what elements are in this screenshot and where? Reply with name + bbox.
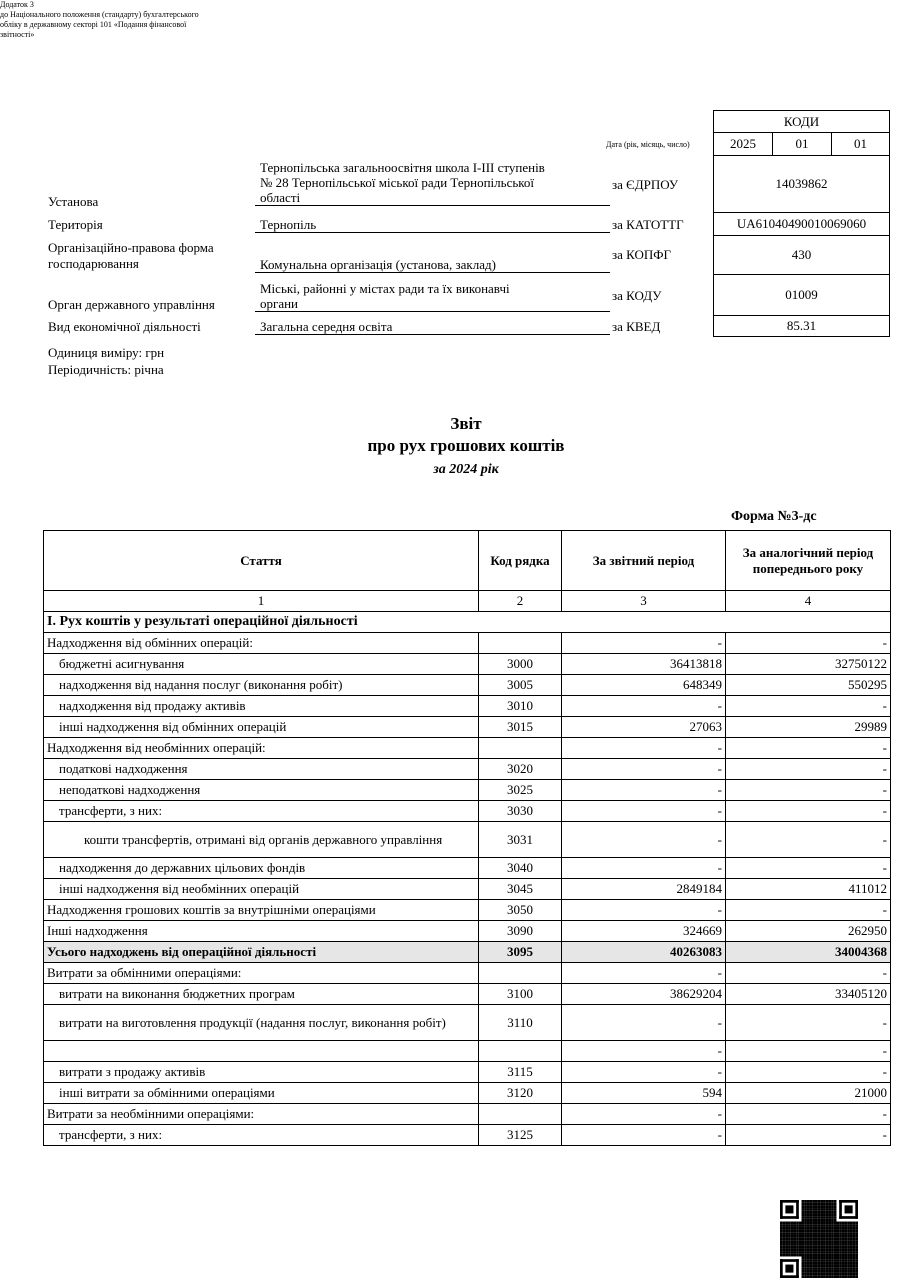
row-name: бюджетні асигнування [44, 654, 479, 675]
row-previous: - [726, 801, 891, 822]
row-name [44, 1041, 479, 1062]
table-row [44, 738, 891, 759]
row-previous: - [726, 633, 891, 654]
row-previous: 29989 [726, 717, 891, 738]
kved-code: 85.31 [713, 315, 890, 337]
table-row [44, 780, 891, 801]
periodicity: Періодичність: річна [48, 362, 164, 377]
row-previous: - [726, 759, 891, 780]
table-row [44, 984, 891, 1005]
row-code: 3100 [479, 984, 562, 1005]
unit-of-measure: Одиниця виміру: грн [48, 345, 165, 360]
edrpou-code: 14039862 [713, 155, 890, 213]
table-row [44, 1041, 891, 1062]
authority-line: органи [260, 296, 299, 311]
kved-label: за КВЕД [612, 319, 661, 334]
annex-line: звітності» [0, 30, 35, 39]
row-code: 3040 [479, 858, 562, 879]
table-row [44, 654, 891, 675]
institution-line: № 28 Тернопільської міської ради Тернопільської [260, 175, 535, 190]
table-row [44, 633, 891, 654]
row-previous: - [726, 822, 891, 858]
row-current: - [562, 633, 726, 654]
header-article: Стаття [44, 531, 479, 591]
territory-value: Тернопіль [255, 217, 610, 233]
authority-line: Міські, районні у містах ради та їх виконавчі [260, 281, 510, 296]
kopfg-code: 430 [713, 235, 890, 275]
row-previous: 34004368 [726, 942, 891, 963]
kodu-code: 01009 [713, 274, 890, 316]
activity-value: Загальна середня освіта [255, 319, 610, 335]
row-current: - [562, 1062, 726, 1083]
date-year: 2025 [713, 132, 773, 156]
row-previous: - [726, 1041, 891, 1062]
cash-flow-table [43, 530, 891, 1146]
row-name: трансферти, з них: [44, 801, 479, 822]
row-name: надходження від продажу активів [44, 696, 479, 717]
row-code: 3020 [479, 759, 562, 780]
row-previous: - [726, 1125, 891, 1146]
edrpou-label: за ЄДРПОУ [612, 177, 679, 192]
row-code: 3005 [479, 675, 562, 696]
table-row [44, 1005, 891, 1041]
table-row [44, 801, 891, 822]
legal-form-label-line: Організаційно-правова форма [48, 240, 214, 255]
row-previous: 411012 [726, 879, 891, 900]
legal-form-label [48, 240, 214, 272]
header-previous: За аналогічний період попереднього року [726, 531, 891, 591]
col-number: 3 [562, 591, 726, 612]
institution-value [255, 160, 610, 206]
row-current: 2849184 [562, 879, 726, 900]
codes-header: КОДИ [713, 110, 890, 133]
row-previous: 262950 [726, 921, 891, 942]
table-row [44, 1062, 891, 1083]
annex-line: до Національного положення (стандарту) бухгалтерського [0, 10, 199, 19]
report-subtitle: про рух грошових коштів [367, 436, 565, 455]
row-current: - [562, 900, 726, 921]
row-name: податкові надходження [44, 759, 479, 780]
katottg-code: UA61040490010069060 [713, 212, 890, 236]
row-current: 648349 [562, 675, 726, 696]
row-name: Надходження від необмінних операцій: [44, 738, 479, 759]
row-name: надходження до державних цільових фондів [44, 858, 479, 879]
row-current: 38629204 [562, 984, 726, 1005]
annex-line: Додаток 3 [0, 0, 34, 9]
annex-note [0, 0, 260, 40]
kodu-label: за КОДУ [612, 288, 662, 303]
row-previous: - [726, 963, 891, 984]
row-current: - [562, 822, 726, 858]
date-month: 01 [772, 132, 832, 156]
row-name: Інші надходження [44, 921, 479, 942]
report-title: Звіт [450, 414, 482, 433]
row-previous: - [726, 1104, 891, 1125]
row-current: - [562, 963, 726, 984]
row-current: - [562, 780, 726, 801]
table-row [44, 822, 891, 858]
row-current: - [562, 1005, 726, 1041]
table-row [44, 696, 891, 717]
row-current: 27063 [562, 717, 726, 738]
col-number: 2 [479, 591, 562, 612]
row-name: витрати з продажу активів [44, 1062, 479, 1083]
table-row [44, 879, 891, 900]
katottg-label: за КАТОТТГ [612, 217, 684, 232]
territory-label: Територія [48, 217, 103, 232]
row-name: витрати на виконання бюджетних програм [44, 984, 479, 1005]
date-label: Дата (рік, місяць, число) [606, 140, 690, 149]
row-code: 3045 [479, 879, 562, 900]
row-code: 3025 [479, 780, 562, 801]
row-code: 3015 [479, 717, 562, 738]
row-code: 3050 [479, 900, 562, 921]
table-row [44, 1125, 891, 1146]
row-code [479, 738, 562, 759]
row-current: - [562, 738, 726, 759]
legal-form-label-line: господарювання [48, 256, 139, 271]
row-previous: - [726, 1062, 891, 1083]
date-day: 01 [831, 132, 890, 156]
row-code [479, 1104, 562, 1125]
institution-line: Тернопільська загальноосвітня школа І-ІІІ ступенів [260, 160, 545, 175]
kopfg-label: за КОПФГ [612, 247, 672, 262]
row-current: 594 [562, 1083, 726, 1104]
row-current: 324669 [562, 921, 726, 942]
row-name: надходження від надання послуг (виконання робіт) [44, 675, 479, 696]
row-code: 3090 [479, 921, 562, 942]
row-name: Надходження грошових коштів за внутрішніми операціями [44, 900, 479, 921]
row-previous: - [726, 696, 891, 717]
report-period: за 2024 рік [433, 462, 499, 477]
institution-label: Установа [48, 194, 99, 209]
row-name: кошти трансфертів, отримані від органів державного управління [44, 822, 479, 858]
table-row [44, 1083, 891, 1104]
authority-label: Орган державного управління [48, 297, 215, 312]
row-name: інші надходження від обмінних операцій [44, 717, 479, 738]
row-previous: - [726, 780, 891, 801]
row-current: - [562, 858, 726, 879]
row-current: 36413818 [562, 654, 726, 675]
table-row [44, 1104, 891, 1125]
row-name: неподаткові надходження [44, 780, 479, 801]
institution-line: області [260, 190, 301, 205]
row-current: - [562, 1041, 726, 1062]
header-current: За звітний період [562, 531, 726, 591]
row-current: - [562, 801, 726, 822]
row-previous: 21000 [726, 1083, 891, 1104]
row-name: Усього надходжень від операційної діяльності [44, 942, 479, 963]
header-code: Код рядка [479, 531, 562, 591]
row-previous: - [726, 1005, 891, 1041]
table-row [44, 717, 891, 738]
annex-line: обліку в державному секторі 101 «Подання фінансової [0, 20, 187, 29]
row-current: - [562, 759, 726, 780]
row-previous: - [726, 858, 891, 879]
row-name: інші надходження від необмінних операцій [44, 879, 479, 900]
row-code: 3120 [479, 1083, 562, 1104]
row-name: Витрати за необмінними операціями: [44, 1104, 479, 1125]
row-current: - [562, 1125, 726, 1146]
table-row [44, 900, 891, 921]
row-name: Витрати за обмінними операціями: [44, 963, 479, 984]
row-previous: - [726, 738, 891, 759]
table-row [44, 963, 891, 984]
table-row [44, 675, 891, 696]
col-number: 4 [726, 591, 891, 612]
row-previous: 32750122 [726, 654, 891, 675]
row-name: витрати на виготовлення продукції (надання послуг, виконання робіт) [44, 1005, 479, 1041]
row-previous: 33405120 [726, 984, 891, 1005]
row-name: трансферти, з них: [44, 1125, 479, 1146]
row-current: - [562, 696, 726, 717]
row-current: 40263083 [562, 942, 726, 963]
row-name: Надходження від обмінних операцій: [44, 633, 479, 654]
row-previous: - [726, 900, 891, 921]
table-row [44, 921, 891, 942]
section-heading: І. Рух коштів у результаті операційної діяльності [44, 612, 891, 633]
row-code [479, 963, 562, 984]
row-current: - [562, 1104, 726, 1125]
row-code: 3115 [479, 1062, 562, 1083]
table-row [44, 759, 891, 780]
row-code: 3010 [479, 696, 562, 717]
table-row [44, 942, 891, 963]
qr-code-icon [780, 1200, 858, 1278]
row-code [479, 1041, 562, 1062]
table-row [44, 858, 891, 879]
row-code: 3095 [479, 942, 562, 963]
row-code [479, 633, 562, 654]
row-code: 3000 [479, 654, 562, 675]
row-code: 3110 [479, 1005, 562, 1041]
form-number: Форма №3-дс [731, 509, 817, 524]
col-number: 1 [44, 591, 479, 612]
authority-value [255, 281, 610, 312]
row-name: інші витрати за обмінними операціями [44, 1083, 479, 1104]
row-code: 3030 [479, 801, 562, 822]
legal-form-value: Комунальна організація (установа, заклад) [255, 257, 610, 273]
row-code: 3031 [479, 822, 562, 858]
activity-label: Вид економічної діяльності [48, 319, 201, 334]
row-previous: 550295 [726, 675, 891, 696]
row-code: 3125 [479, 1125, 562, 1146]
